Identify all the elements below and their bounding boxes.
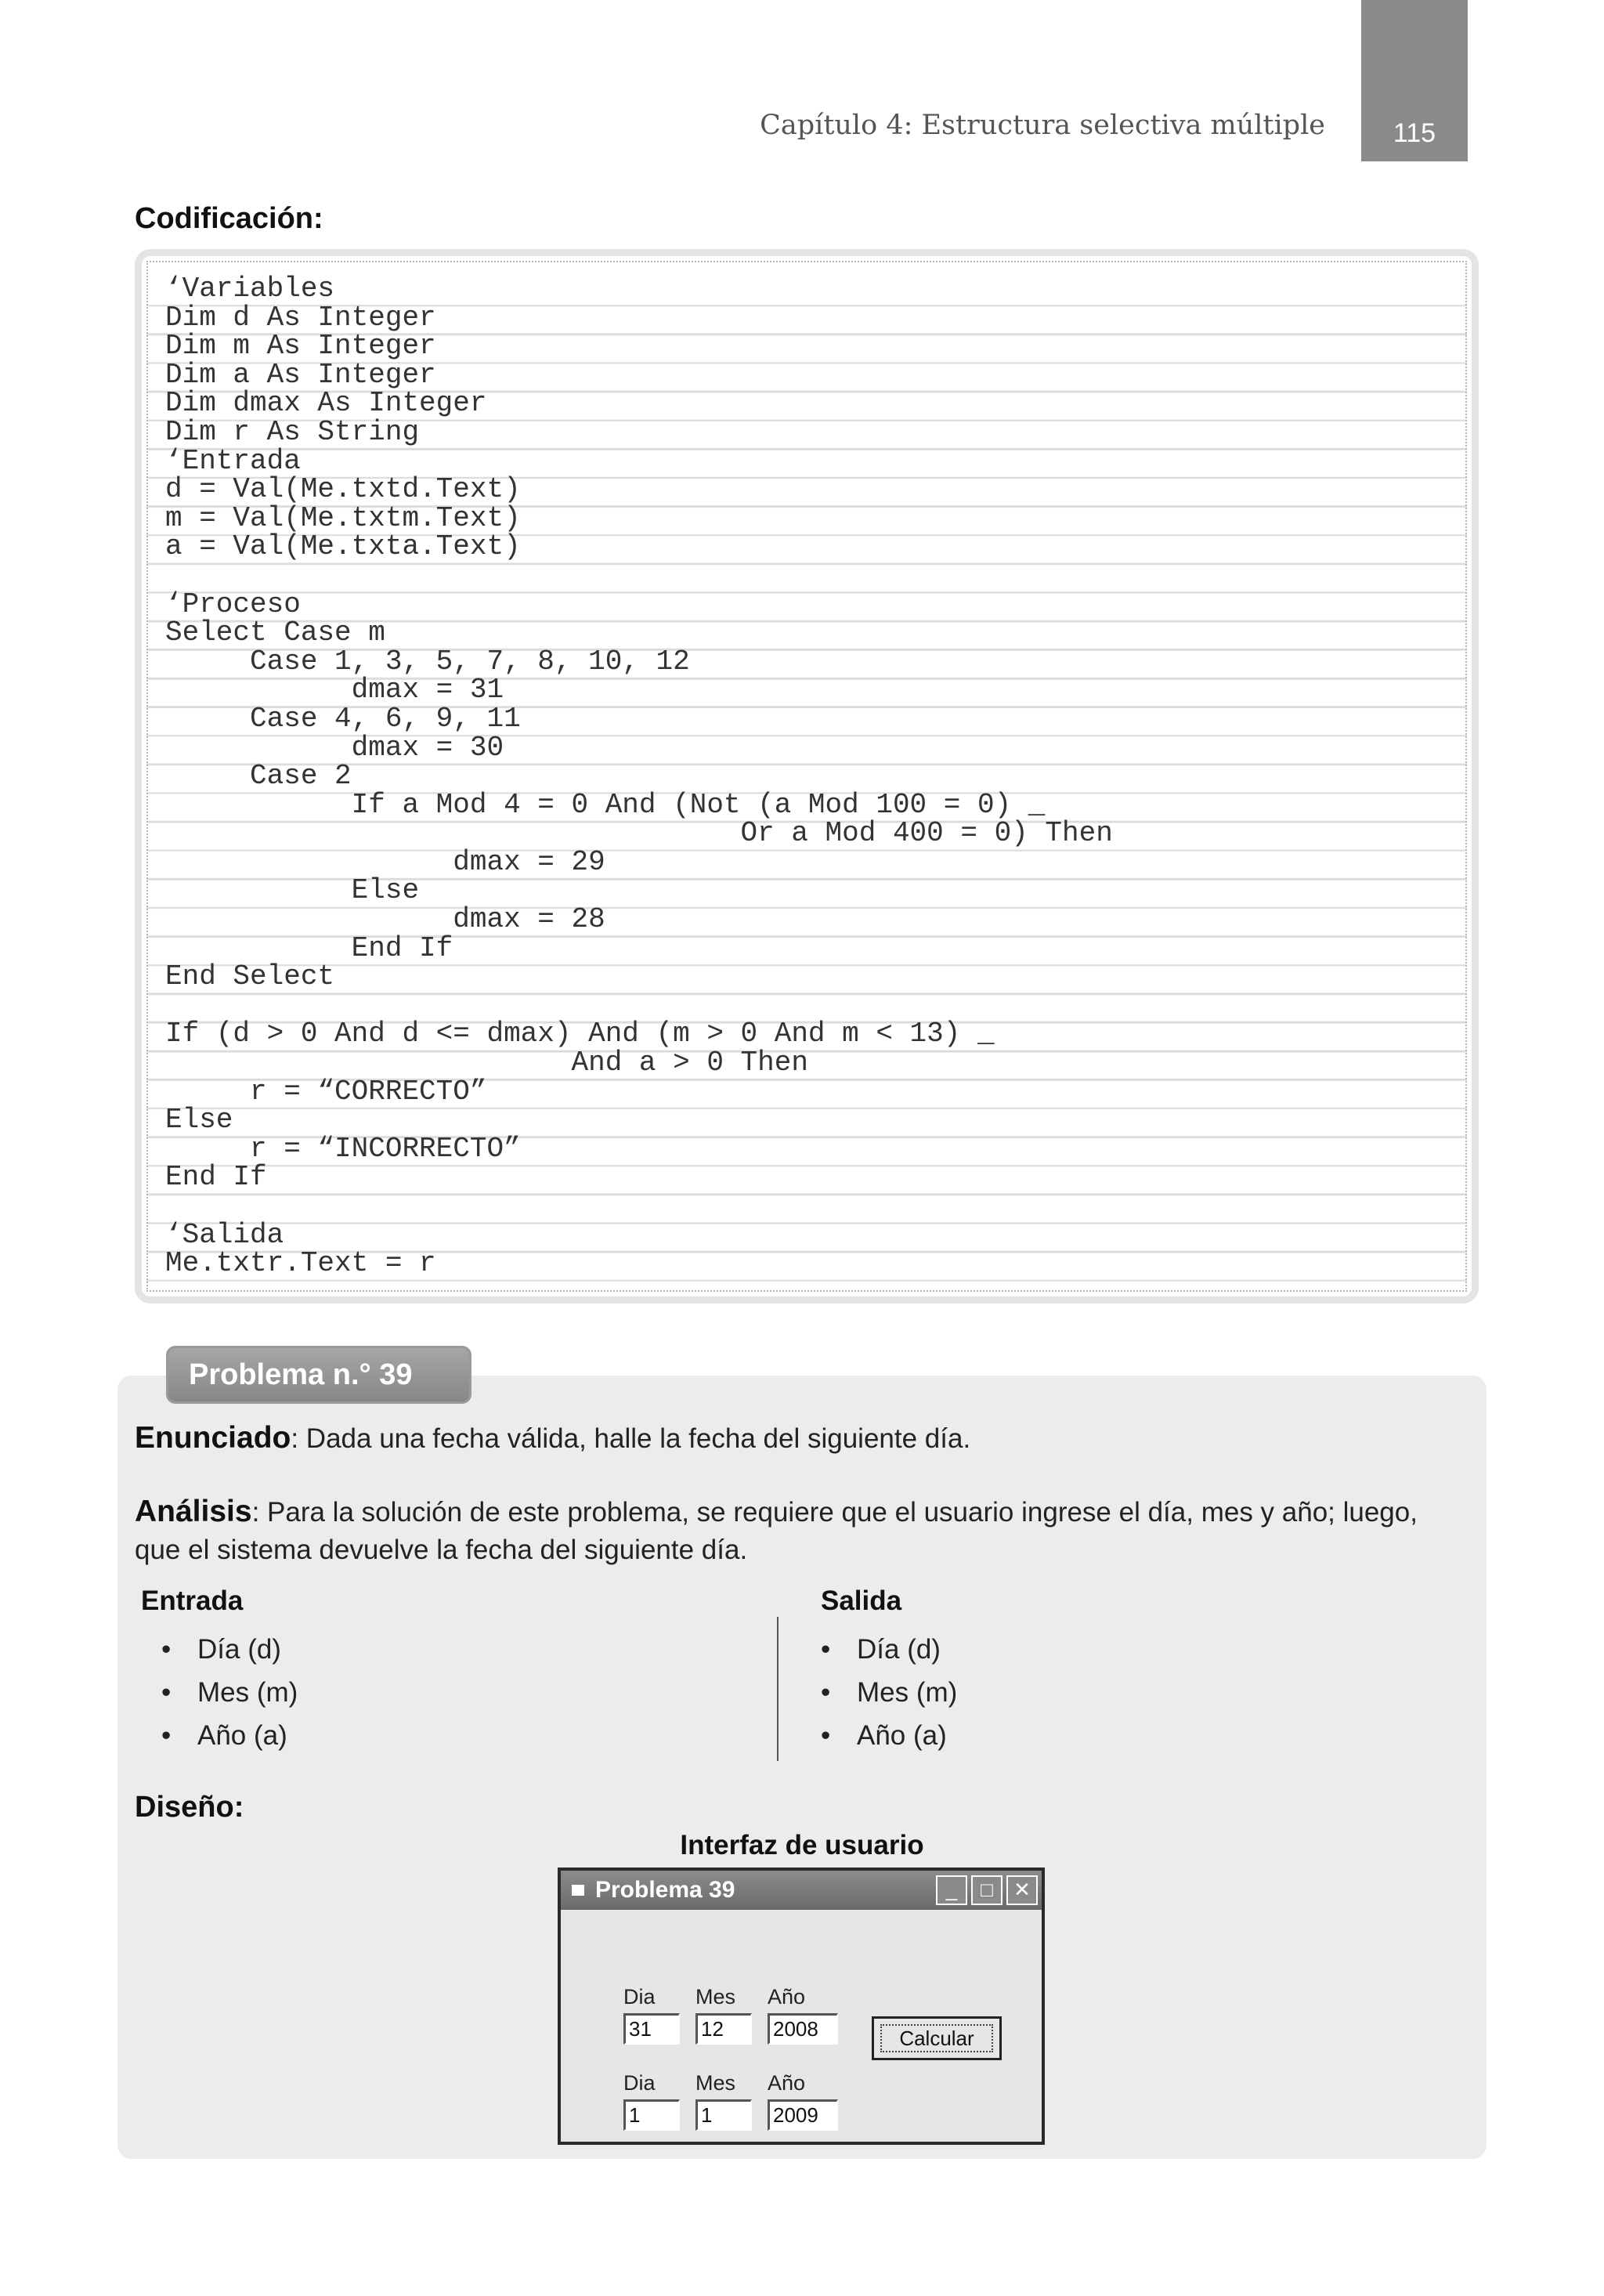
list-item: • Día (d) xyxy=(161,1628,298,1671)
output-day-label: Dia xyxy=(623,2071,656,2095)
close-button[interactable]: ✕ xyxy=(1006,1875,1038,1905)
list-item: • Día (d) xyxy=(821,1628,957,1671)
analisis-text: : Para la solución de este problema, se requiere que el usuario ingrese el día, mes y año; luego, que el sistema devuelve la fecha del siguiente día. xyxy=(135,1497,1418,1565)
output-month-field[interactable]: 1 xyxy=(695,2099,752,2131)
window-titlebar[interactable] xyxy=(561,1871,1042,1910)
chapter-title: Capítulo 4: Estructura selectiva múltiple xyxy=(760,110,1325,141)
input-year-label: Año xyxy=(768,1985,806,2009)
page-number: 115 xyxy=(1393,118,1436,148)
input-day-label: Dia xyxy=(623,1985,656,2009)
problem-number-label: Problema n.° 39 xyxy=(189,1358,413,1391)
window-icon xyxy=(572,1885,584,1896)
calcular-button[interactable] xyxy=(872,2016,1002,2060)
entrada-heading: Entrada xyxy=(141,1586,244,1616)
entrada-list xyxy=(161,1628,298,1757)
minimize-button[interactable]: _ xyxy=(936,1875,967,1905)
column-divider xyxy=(777,1617,779,1761)
code-listing-box xyxy=(135,249,1479,1303)
salida-heading: Salida xyxy=(821,1586,902,1616)
page-number-tab xyxy=(1361,0,1468,161)
window-title: Problema 39 xyxy=(595,1877,735,1903)
enunciado-paragraph xyxy=(135,1419,1466,1458)
window-body xyxy=(561,1910,1042,2142)
output-year-label: Año xyxy=(768,2071,806,2095)
input-month-label: Mes xyxy=(695,1985,736,2009)
ui-caption: Interfaz de usuario xyxy=(680,1830,924,1860)
diseno-heading: Diseño: xyxy=(135,1791,244,1824)
calcular-button-label: Calcular xyxy=(880,2024,993,2052)
input-year-field[interactable]: 2008 xyxy=(768,2013,838,2045)
problem-number-tag xyxy=(166,1346,471,1404)
list-item: • Año (a) xyxy=(161,1714,298,1757)
enunciado-text: : Dada una fecha válida, halle la fecha del siguiente día. xyxy=(291,1423,971,1454)
input-month-field[interactable]: 12 xyxy=(695,2013,752,2045)
code-listing: ‘Variables Dim d As Integer Dim m As Integer Dim a As Integer Dim dmax As Integer Dim r As String ‘Entrada d = Val(Me.txtd.Text) m = Val(Me.txtm.Text) a = Val(Me.txta.Text) ‘Proceso Select Case m Case 1, 3, 5, 7, 8, 10, 12 dmax = 31 Case 4, 6, 9, 11 dmax = 30 Case 2 If a Mod 4 = 0 And (Not (a Mod 100 = 0) _ Or a Mod 400 = 0) Then dmax = 29 Else dmax = 28 End If End Select If (d > 0 And d <= dmax) And (m > 0 And m < 13) _ And a > 0 Then r = “CORRECTO” Else r = “INCORRECTO” End If ‘Salida Me.txtr.Text = r xyxy=(165,273,1113,1280)
output-month-label: Mes xyxy=(695,2071,736,2095)
enunciado-label: Enunciado xyxy=(135,1421,291,1455)
list-item: • Mes (m) xyxy=(161,1671,298,1714)
maximize-button[interactable]: □ xyxy=(971,1875,1002,1905)
output-year-field[interactable]: 2009 xyxy=(768,2099,838,2131)
input-day-field[interactable]: 31 xyxy=(623,2013,680,2045)
salida-list xyxy=(821,1628,957,1757)
list-item: • Año (a) xyxy=(821,1714,957,1757)
code-listing-lined-area xyxy=(146,261,1467,1292)
list-item: • Mes (m) xyxy=(821,1671,957,1714)
codificacion-heading: Codificación: xyxy=(135,202,323,235)
analisis-paragraph xyxy=(135,1493,1466,1569)
output-day-field[interactable]: 1 xyxy=(623,2099,680,2131)
app-window xyxy=(558,1868,1045,2145)
analisis-label: Análisis xyxy=(135,1495,252,1528)
